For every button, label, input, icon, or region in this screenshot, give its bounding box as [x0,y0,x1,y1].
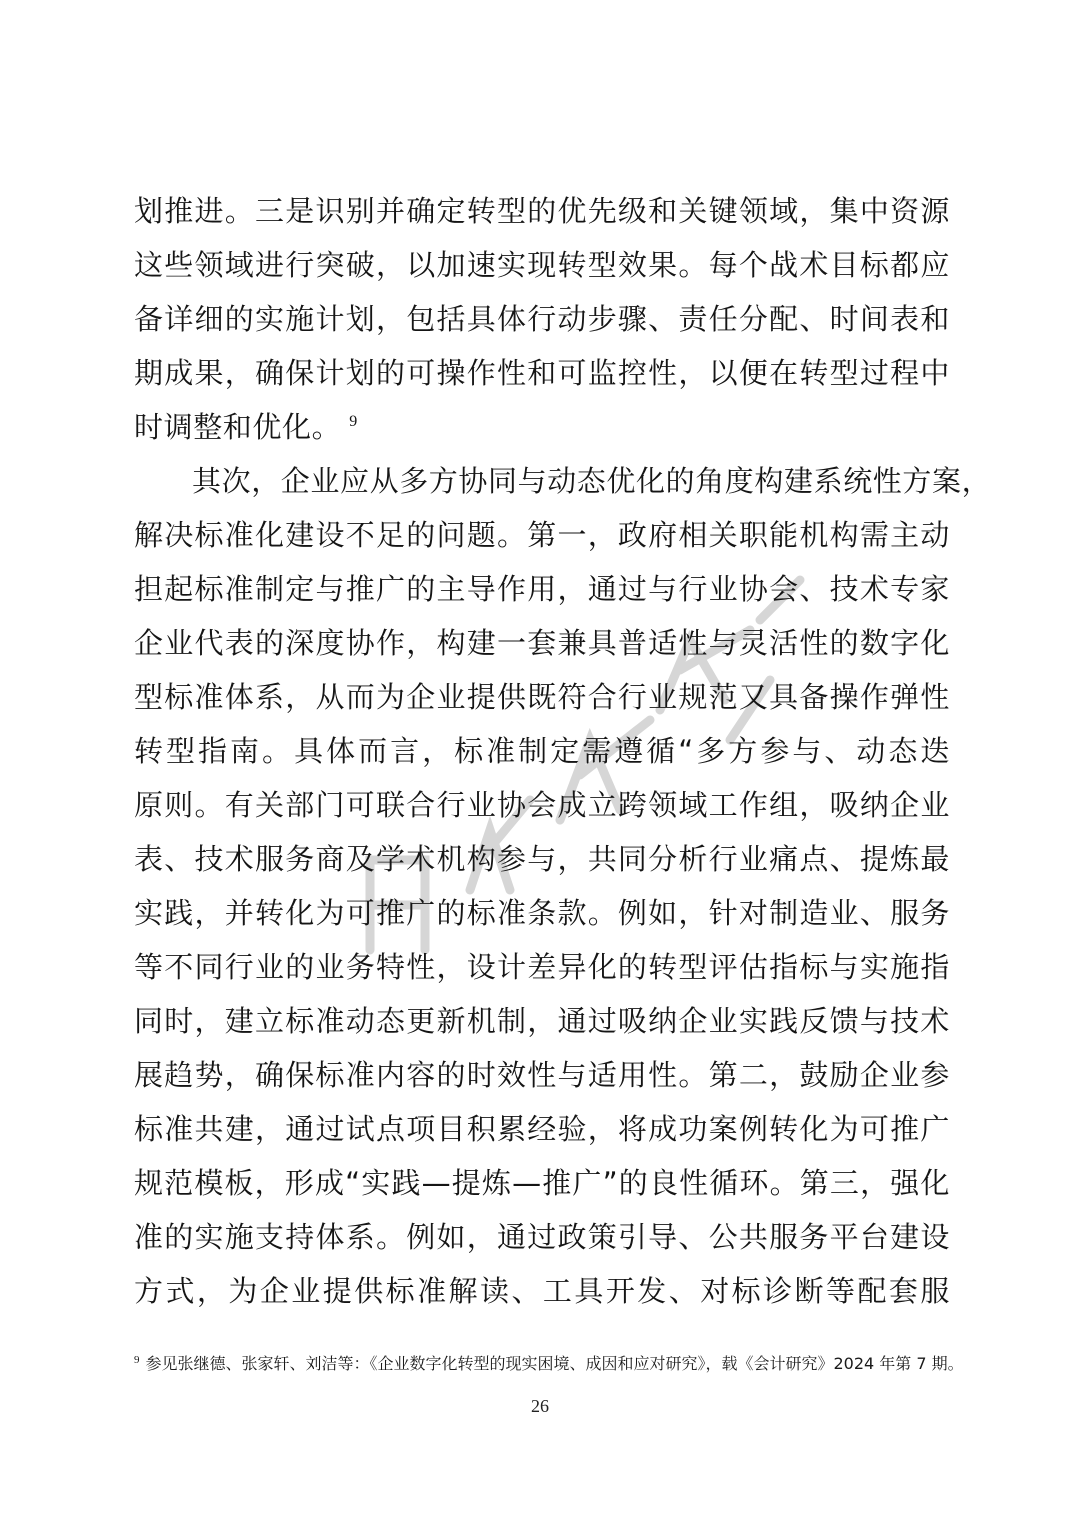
text-line: 展趋势，确保标准内容的时效性与适用性。第二，鼓励企业参 [134,1058,950,1092]
text-line: 准的实施支持体系。例如，通过政策引导、公共服务平台建设 [134,1220,950,1254]
text-line: 原则。有关部门可联合行业协会成立跨领域工作组，吸纳企业 [134,788,950,822]
text-line: 规范模板，形成“实践—提炼—推广”的良性循环。第三，强化 [134,1166,950,1200]
footnote-number: 9 [134,1353,140,1366]
text-line: 转型指南。具体而言，标准制定需遵循“多方参与、动态迭 [134,734,950,768]
body-text [134,184,992,1318]
text-line: 备详细的实施计划，包括具体行动步骤、责任分配、时间表和 [134,302,950,336]
text-line: 同时，建立标准动态更新机制，通过吸纳企业实践反馈与技术 [134,1004,950,1038]
text-line: 期成果，确保计划的可操作性和可监控性，以便在转型过程中 [134,356,950,390]
footnote [134,1352,994,1376]
text-line: 解决标准化建设不足的问题。第一，政府相关职能机构需主动 [134,518,950,552]
footnote-text: 参见张继德、张家轩、刘洁等：《企业数字化转型的现实困境、成因和应对研究》，载《会计研究》2024 年第 7 期。 [145,1354,964,1373]
text-line: 表、技术服务商及学术机构参与，共同分析行业痛点、提炼最 [134,842,950,876]
page-number: 26 [531,1396,549,1416]
text-line: 型标准体系，从而为企业提供既符合行业规范又具备操作弹性 [134,680,950,714]
footnote-reference: 9 [349,413,358,431]
text-line: 时调整和优化。 [134,410,342,444]
text-line: 企业代表的深度协作，构建一套兼具普适性与灵活性的数字化 [134,626,950,660]
text-line-with-footnote [134,400,950,454]
text-line: 等不同行业的业务特性，设计差异化的转型评估指标与实施指 [134,950,950,984]
text-line: 标准共建，通过试点项目积累经验，将成功案例转化为可推广 [134,1112,950,1146]
text-line: 划推进。三是识别并确定转型的优先级和关键领域，集中资源 [134,194,950,228]
paragraph-start-line: 其次，企业应从多方协同与动态优化的角度构建系统性方案， [192,464,992,498]
text-line: 这些领域进行突破，以加速实现转型效果。每个战术目标都应 [134,248,950,282]
text-line: 担起标准制定与推广的主导作用，通过与行业协会、技术专家 [134,572,950,606]
text-line: 方式，为企业提供标准解读、工具开发、对标诊断等配套服 [134,1274,950,1308]
text-line: 实践，并转化为可推广的标准条款。例如，针对制造业、服务 [134,896,950,930]
